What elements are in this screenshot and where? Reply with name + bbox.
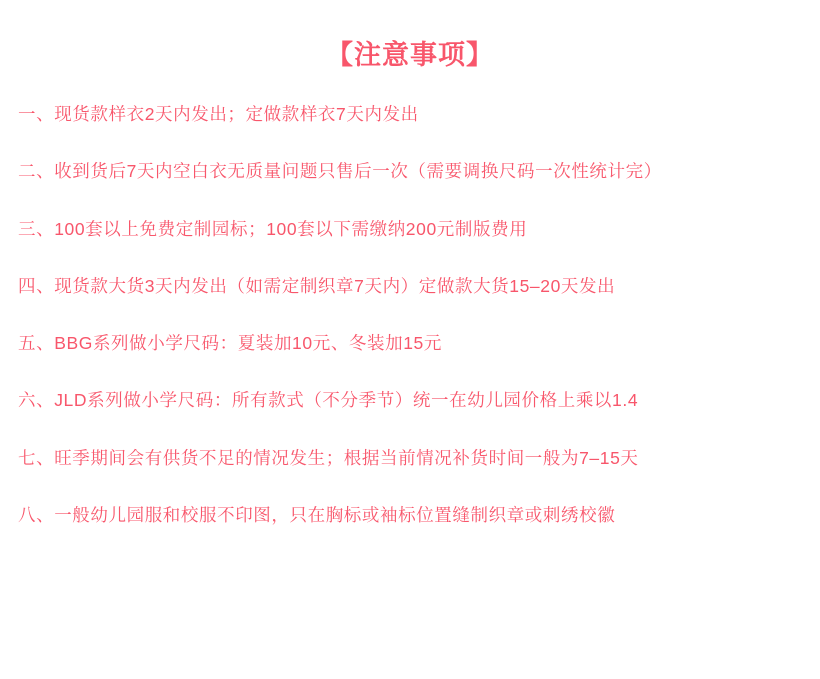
- notice-list: [0, 79, 820, 528]
- list-item: 八、一般幼儿园服和校服不印图，只在胸标或袖标位置缝制织章或刺绣校徽: [18, 504, 616, 525]
- list-item: 六、JLD系列做小学尺码：所有款式（不分季节）统一在幼儿园价格上乘以1.4: [18, 390, 639, 411]
- list-item: 四、现货款大货3天内发出（如需定制织章7天内）定做款大货15–20天发出: [18, 275, 616, 296]
- list-item: 七、旺季期间会有供货不足的情况发生；根据当前情况补货时间一般为7–15天: [18, 447, 639, 468]
- list-item: 二、收到货后7天内空白衣无质量问题只售后一次（需要调换尺码一次性统计完）: [18, 161, 662, 182]
- list-item: 五、BBG系列做小学尺码：夏装加10元、冬装加15元: [18, 333, 442, 354]
- list-item: 一、现货款样衣2天内发出；定做款样衣7天内发出: [18, 104, 419, 125]
- page-title: 【注意事项】: [326, 40, 494, 70]
- list-item: 三、100套以上免费定制园标；100套以下需缴纳200元制版费用: [18, 218, 528, 239]
